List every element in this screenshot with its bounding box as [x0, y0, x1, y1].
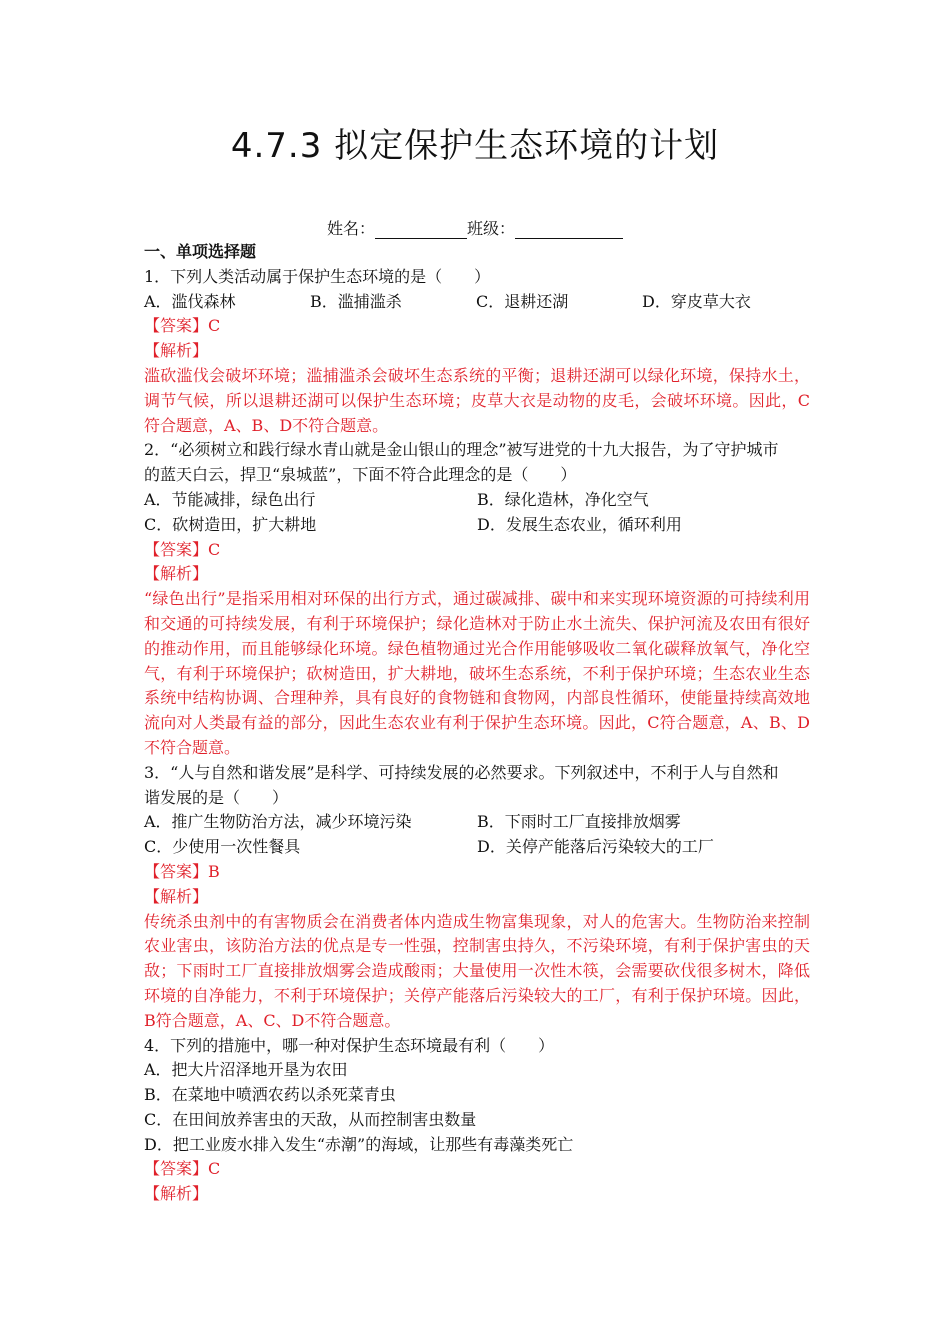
question-stem: 2．“必须树立和践行绿水青山就是金山银山的理念”被写进党的十九大报告，为了守护城市: [144, 440, 779, 460]
option: B．在菜地中喷洒农药以杀死菜青虫: [144, 1085, 396, 1105]
analysis-text: 传统杀虫剂中的有害物质会在消费者体内造成生物富集现象，对人的危害大。生物防治来控制农业害虫，该防治方法的优点是专一性强，控制害虫持久，不污染环境，有利于保护害虫的天敌；下雨时工厂直接排放烟雾会造成酸雨；大量使用一次性木筷，会需要砍伐很多树木，降低环境的自净能力，不利于环境保护；关停产能落后污染较大的工厂，有利于保护环境。因此，B符合题意，A、C、D不符合题意。: [144, 911, 810, 1030]
options-row: [144, 488, 810, 513]
option: D．发展生态农业，循环利用: [477, 514, 682, 534]
analysis-label: 【解析】: [144, 886, 209, 906]
option: C．在田间放养害虫的天敌，从而控制害虫数量: [144, 1109, 477, 1129]
page-title: 4.7.3 拟定保护生态环境的计划: [230, 126, 720, 166]
name-label: 姓名：: [326, 219, 375, 238]
option: D．关停产能落后污染较大的工厂: [477, 837, 714, 857]
question-list: [144, 240, 810, 1207]
question-stem: 4．下列的措施中，哪一种对保护生态环境最有利（ ）: [144, 1035, 555, 1055]
question-stem: 的蓝天白云，捍卫“泉城蓝”，下面不符合此理念的是（ ）: [144, 465, 577, 485]
class-label: 班级：: [467, 219, 516, 238]
option: A．推广生物防治方法，减少环境污染: [144, 812, 412, 832]
class-field[interactable]: [515, 222, 623, 239]
option: B．绿化造林，净化空气: [477, 489, 649, 509]
options-row: [144, 810, 810, 835]
analysis-text: “绿色出行”是指采用相对环保的出行方式，通过碳减排、碳中和来实现环境资源的可持续利用和交通的可持续发展，有利于环境保护；绿化造林对于防止水土流失、保护河流及农田有很好的推动作用，而且能够绿化环境。绿色植物通过光合作用能够吸收二氧化碳释放氧气，净化空气，有利于环境保护；砍树造田，扩大耕地，破坏生态系统，不利于保护环境；生态农业生态系统中结构协调、合理种养，具有良好的食物链和食物网，内部良性循环，使能量持续高效地流向对人类最有益的部分，因此生态农业有利于保护生态环境。因此，C符合题意，A、B、D不符合题意。: [144, 589, 810, 757]
name-field[interactable]: [375, 222, 467, 239]
option: B．下雨时工厂直接排放烟雾: [477, 812, 681, 832]
analysis-label: 【解析】: [144, 341, 209, 361]
options-row: [144, 290, 810, 315]
options-row: [144, 835, 810, 860]
option: C．砍树造田，扩大耕地: [144, 514, 317, 534]
answer: 【答案】C: [144, 1159, 221, 1179]
option: D．穿皮草大衣: [642, 291, 751, 311]
option: B．滥捕滥杀: [310, 291, 402, 311]
option: A．节能减排，绿色出行: [144, 489, 316, 509]
option: A．滥伐森林: [144, 291, 236, 311]
answer: 【答案】C: [144, 539, 221, 559]
analysis-label: 【解析】: [144, 564, 209, 584]
option: C．退耕还湖: [476, 291, 569, 311]
student-info-row: [0, 216, 950, 239]
analysis-label: 【解析】: [144, 1184, 209, 1204]
options-row: [144, 513, 810, 538]
section-heading: 一、单项选择题: [144, 242, 257, 261]
answer: 【答案】B: [144, 861, 220, 881]
question-stem: 3．“人与自然和谐发展”是科学、可持续发展的必然要求。下列叙述中，不利于人与自然和: [144, 762, 779, 782]
option: C．少使用一次性餐具: [144, 837, 301, 857]
question-stem: 谐发展的是（ ）: [144, 787, 289, 807]
analysis-text: 滥砍滥伐会破坏环境；滥捕滥杀会破坏生态系统的平衡；退耕还湖可以绿化环境，保持水土，调节气候，所以退耕还湖可以保护生态环境；皮草大衣是动物的皮毛，会破坏环境。因此，C符合题意，A、B、D不符合题意。: [144, 365, 810, 435]
option: A．把大片沼泽地开垦为农田: [144, 1060, 348, 1080]
option: D．把工业废水排入发生“赤潮”的海域，让那些有毒藻类死亡: [144, 1134, 574, 1154]
question-stem: 1．下列人类活动属于保护生态环境的是（ ）: [144, 266, 491, 286]
answer: 【答案】C: [144, 316, 221, 336]
